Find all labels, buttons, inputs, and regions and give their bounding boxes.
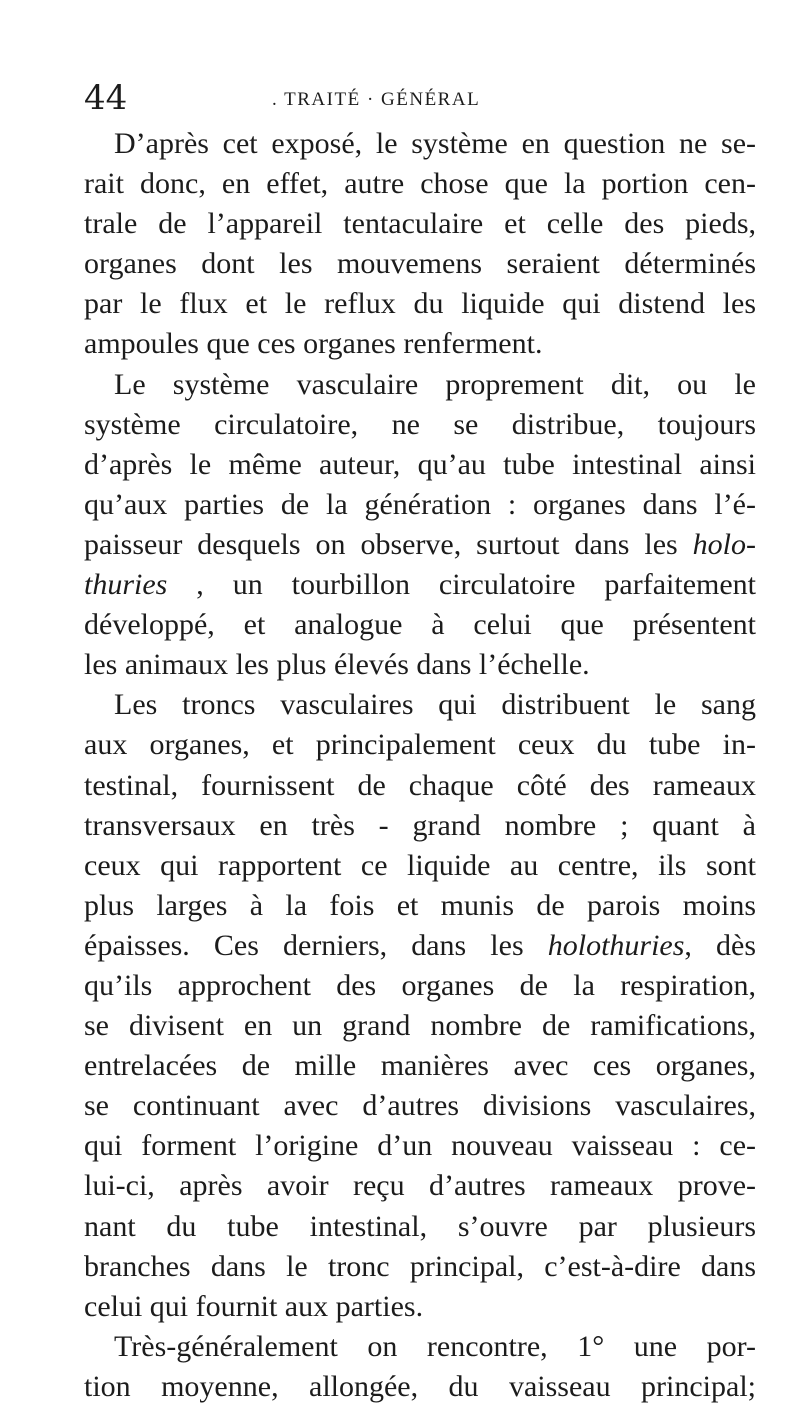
text-segment: développé, et analogue à celui que présentent [84,608,756,642]
text-segment: ceux qui rapportent ce liquide au centre, ils sont [84,848,756,882]
text-segment: aux organes, et principalement ceux du tube in- [84,728,756,762]
text-line [84,1247,756,1287]
text-segment: épaisses. Ces derniers, dans les [84,928,548,962]
text-segment: qui forment l’origine d’un nouveau vaisseau : ce- [84,1129,756,1163]
text-line [84,605,756,645]
text-line [84,1046,756,1086]
text-line [84,204,756,244]
italic-term: holothuries [547,928,685,962]
text-segment: tion moyenne, allongée, du vaisseau principal; [84,1369,756,1403]
text-line [84,124,756,164]
text-line [84,1166,756,1206]
text-segment: Le système vasculaire proprement dit, ou le [114,367,756,401]
text-segment: paisseur desquels on observe, surtout dans les [84,527,693,561]
text-segment: les animaux les plus élevés dans l’échelle. [84,648,590,682]
text-line [84,1126,756,1166]
text-line [84,324,756,364]
text-line [84,284,756,324]
running-title: . TRAITÉ · GÉNÉRAL [272,89,481,110]
text-line [84,1086,756,1126]
text-segment: plus larges à la fois et munis de parois moins [84,888,756,922]
text-line [84,1287,756,1327]
text-segment: rait donc, en effet, autre chose que la portion cen- [84,167,756,201]
text-segment: se divisent en un grand nombre de ramifications, [84,1009,756,1043]
body-text [84,124,756,1407]
text-segment: celui qui fournit aux parties. [84,1289,424,1323]
text-segment: par le flux et le reflux du liquide qui distend les [84,287,756,321]
text-line [84,565,756,605]
text-segment: système circulatoire, ne se distribue, toujours [84,407,756,441]
text-segment: D’après cet exposé, le système en question ne se- [114,127,756,160]
text-line [84,1327,756,1367]
text-segment: qu’aux parties de la génération : organes dans l’é- [84,487,756,521]
text-line [84,685,756,725]
text-segment: Très-généralement on rencontre, 1° une por- [114,1329,756,1363]
text-line [84,244,756,284]
page-header [84,78,754,118]
text-line [84,485,756,525]
text-segment: , un tourbillon circulatoire parfaitement [167,568,756,602]
text-line [84,405,756,445]
text-segment: testinal, fournissent de chaque côté des rameaux [84,768,756,802]
text-segment: lui-ci, après avoir reçu d’autres rameaux prove- [84,1169,756,1203]
text-line [84,525,756,565]
text-segment: se continuant avec d’autres divisions vasculaires, [84,1089,756,1123]
text-line [84,926,756,966]
text-line [84,645,756,685]
text-segment: , dès [684,928,756,962]
text-line [84,886,756,926]
text-segment: entrelacées de mille manières avec ces organes, [84,1049,756,1083]
text-line [84,1367,756,1407]
text-line [84,766,756,806]
text-segment: transversaux en très - grand nombre ; quant à [84,808,756,842]
text-line [84,445,756,485]
text-segment: Les troncs vasculaires qui distribuent le sang [114,688,756,722]
text-segment: organes dont les mouvemens seraient déterminés [84,247,756,281]
italic-term: thuries [84,568,168,602]
text-line [84,365,756,405]
text-segment: branches dans le tronc principal, c’est-à-dire dans [84,1249,756,1283]
italic-term: holo- [692,527,756,561]
text-line [84,1207,756,1247]
text-line [84,725,756,765]
text-segment: trale de l’appareil tentaculaire et celle des pieds, [84,207,756,241]
text-line [84,966,756,1006]
text-line [84,1006,756,1046]
page-number: 44 [84,78,128,118]
text-line [84,846,756,886]
text-segment: qu’ils approchent des organes de la respiration, [84,968,756,1002]
text-segment: nant du tube intestinal, s’ouvre par plusieurs [84,1209,756,1243]
text-segment: d’après le même auteur, qu’au tube intestinal ainsi [84,447,756,481]
text-line [84,164,756,204]
text-segment: ampoules que ces organes renferment. [84,327,543,361]
text-line [84,806,756,846]
